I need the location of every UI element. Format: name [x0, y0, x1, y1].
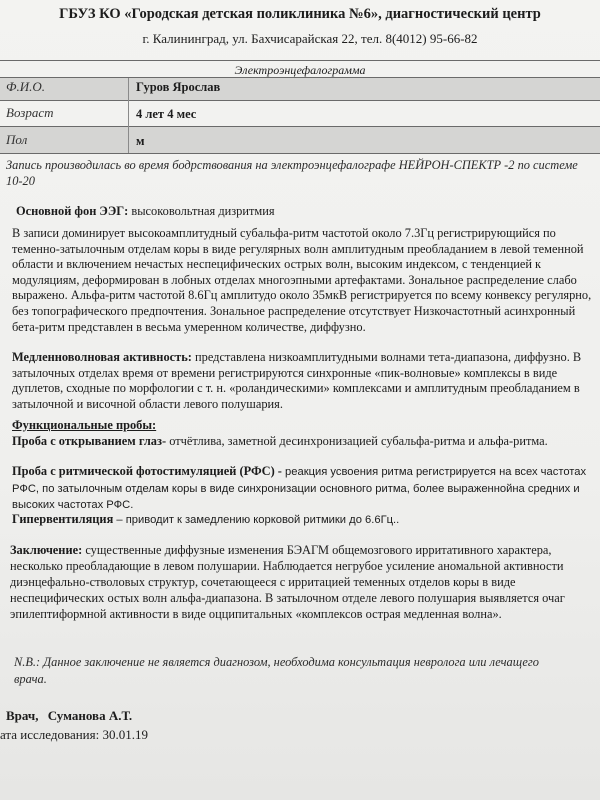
description-paragraph: В записи доминирует высокоамплитудный субальфа-ритм частотой около 7.3Гц регистрирующийся по теменно-затылочным отделам коры в виде регулярных волн амплитудным преобладанием в левой теменной области и включением нечастых неспецифических острых волн, высоким индексом, с тенденцией к модуляциям, деформирован в лобных отделах многоэпными артефактами. Зональное распределение слабо выражено. Альфа-ритм частотой 8.6Гц амплитудо около 35мкВ регистрируется по всему конвексу регулярно, без топографического предпочтения. Зональное распределение отсутствует Низкочастотный асинхронный бета-ритм представлен в весьма умеренном количестве, диффузно. — [12, 226, 592, 334]
age-label: Возраст — [6, 105, 54, 120]
conclusion-label: Заключение: — [10, 543, 83, 557]
row-shade — [0, 127, 600, 153]
table-divider — [0, 100, 600, 101]
name-label: Ф.И.О. — [6, 79, 45, 94]
recording-note: Запись производилась во время бодрствования на электроэнцефалографе НЕЙРОН-СПЕКТР -2 по системе 10-20 — [6, 158, 578, 188]
eyes-test-paragraph — [12, 434, 592, 450]
doctor-label: Врач, — [6, 708, 39, 723]
eyes-test-label: Проба с открыванием глаз- — [12, 434, 167, 448]
rfs-test-label: Проба с ритмической фотостимуляцией (РФС) - — [12, 464, 282, 478]
date-label: ата исследования: — [0, 727, 100, 742]
age-value: 4 лет 4 мес — [136, 107, 197, 121]
hyperventilation-label: Гипервентиляция — [12, 512, 114, 526]
date-value: 30.01.19 — [102, 727, 148, 742]
doctor-line — [6, 708, 586, 724]
background-value: высоковольтная дизритмия — [131, 204, 275, 218]
background-line — [16, 204, 596, 220]
table-border-bottom — [0, 153, 600, 154]
table-column-divider — [128, 78, 129, 153]
conclusion-paragraph — [10, 542, 590, 622]
table-border-top — [0, 60, 600, 61]
sex-value: м — [136, 134, 145, 148]
nb-note: N.B.: Данное заключение не является диагнозом, необходима консультация невролога или лечащего врача. — [14, 655, 539, 686]
sex-label: Пол — [6, 132, 28, 147]
hyperventilation-line — [12, 512, 592, 529]
slow-wave-paragraph — [12, 350, 592, 412]
doctor-name: Суманова А.Т. — [47, 708, 133, 723]
table-title: Электроэнцефалограмма — [234, 63, 366, 77]
date-line — [0, 727, 580, 743]
rfs-test-text: реакция усвоения ритма регистрируется на всех частотах РФС, по затылочным отделам коры в виде синхронизации основного ритма, более выраженнойна средних и высоких частотах РФС. — [12, 466, 587, 512]
clinic-address: г. Калининград, ул. Бахчисарайская 22, тел. 8(4012) 95-66-82 — [142, 31, 478, 46]
slow-wave-text: представлена низкоамплитудными волнами тета-диапазона, диффузно. В затылочных отделах время от времени регистрируются синхронные «пик-волновые» комплексы в виде дуплетов, сходные по морфологии с т. н. «роландическими» комплексами и амплитудным преобладанием в затылочной и височной области левого полушария. — [12, 350, 582, 411]
row-shade — [0, 78, 600, 100]
eyes-test-text: отчётлива, заметной десинхронизацией субальфа-ритма и альфа-ритма. — [169, 434, 548, 448]
hyperventilation-text: – приводит к замедлению корковой ритмики до 6.6Гц.. — [116, 514, 400, 526]
background-label: Основной фон ЭЭГ: — [16, 204, 129, 218]
clinic-title: ГБУЗ КО «Городская детская поликлиника №6», диагностический центр — [59, 6, 541, 22]
rfs-test-paragraph — [12, 464, 592, 514]
name-value: Гуров Ярослав — [136, 80, 221, 94]
conclusion-text: существенные диффузные изменения БЭАГМ общемозгового ирритативного характера, несколько преобладающие в левом полушарии. Наблюдается негрубое усиление аномальной активности диэнцефально-стволовых структур, сочетающееся с ирритацией теменных отделов коры в виде неспецифических остых волн альфа-диапазона. В затылочном отделе левого полушария выявляется очаг эпилептиформной активности в виде оцципитальных «комплексов острая медленная волна». — [10, 543, 565, 621]
slow-wave-label: Медленноволновая активность: — [12, 350, 192, 364]
functional-heading: Функциональные пробы: — [12, 418, 157, 432]
